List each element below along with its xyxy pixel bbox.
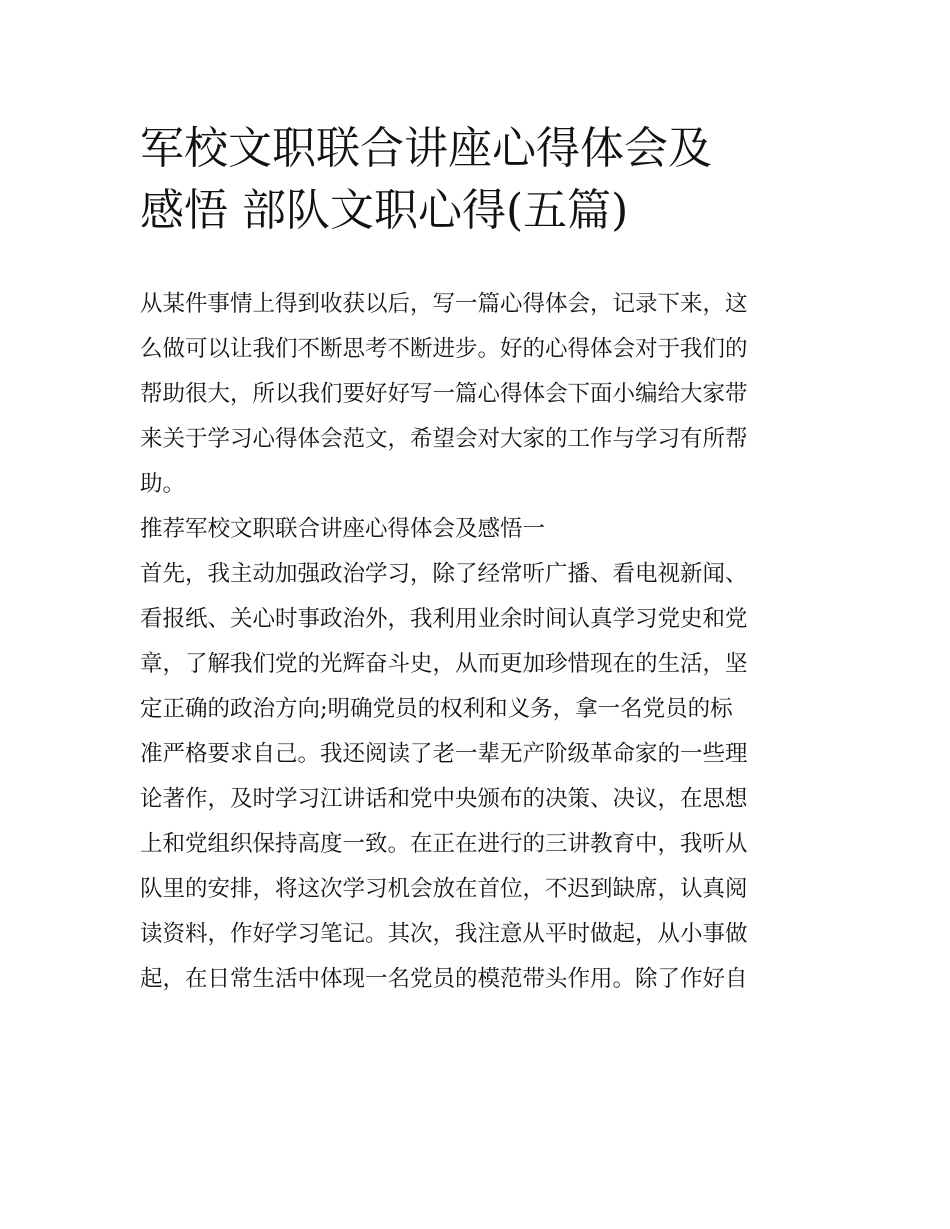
body-line: 章，了解我们党的光辉奋斗史，从而更加珍惜现在的生活，坚 [140,651,748,677]
body-line: 论著作，及时学习江讲话和党中央颁布的决策、决议，在思想 [140,786,748,812]
body-line: 队里的安排，将这次学习机会放在首位，不迟到缺席，认真阅 [140,876,748,902]
body-line: 来关于学习心得体会范文，希望会对大家的工作与学习有所帮 [140,426,748,452]
document-title [140,118,820,242]
title-line: 感悟 部队文职心得(五篇) [140,185,629,236]
body-line: 准严格要求自己。我还阅读了老一辈无产阶级革命家的一些理 [140,741,748,767]
document-body [140,282,812,1002]
body-line: 定正确的政治方向;明确党员的权利和义务，拿一名党员的标 [140,696,733,722]
body-line: 起，在日常生活中体现一名党员的模范带头作用。除了作好自 [140,966,748,992]
body-line: 上和党组织保持高度一致。在正在进行的三讲教育中，我听从 [140,831,748,857]
section-heading: 推荐军校文职联合讲座心得体会及感悟一 [140,516,546,542]
body-line: 首先，我主动加强政治学习，除了经常听广播、看电视新闻、 [140,561,748,587]
title-line: 军校文职联合讲座心得体会及 [140,123,712,174]
body-line: 帮助很大，所以我们要好好写一篇心得体会下面小编给大家带 [140,381,748,407]
body-line: 助。 [140,471,186,497]
body-line: 么做可以让我们不断思考不断进步。好的心得体会对于我们的 [140,336,748,362]
body-line: 看报纸、关心时事政治外，我利用业余时间认真学习党史和党 [140,606,748,632]
body-line: 从某件事情上得到收获以后，写一篇心得体会，记录下来，这 [140,291,748,317]
body-line: 读资料，作好学习笔记。其次，我注意从平时做起，从小事做 [140,921,748,947]
